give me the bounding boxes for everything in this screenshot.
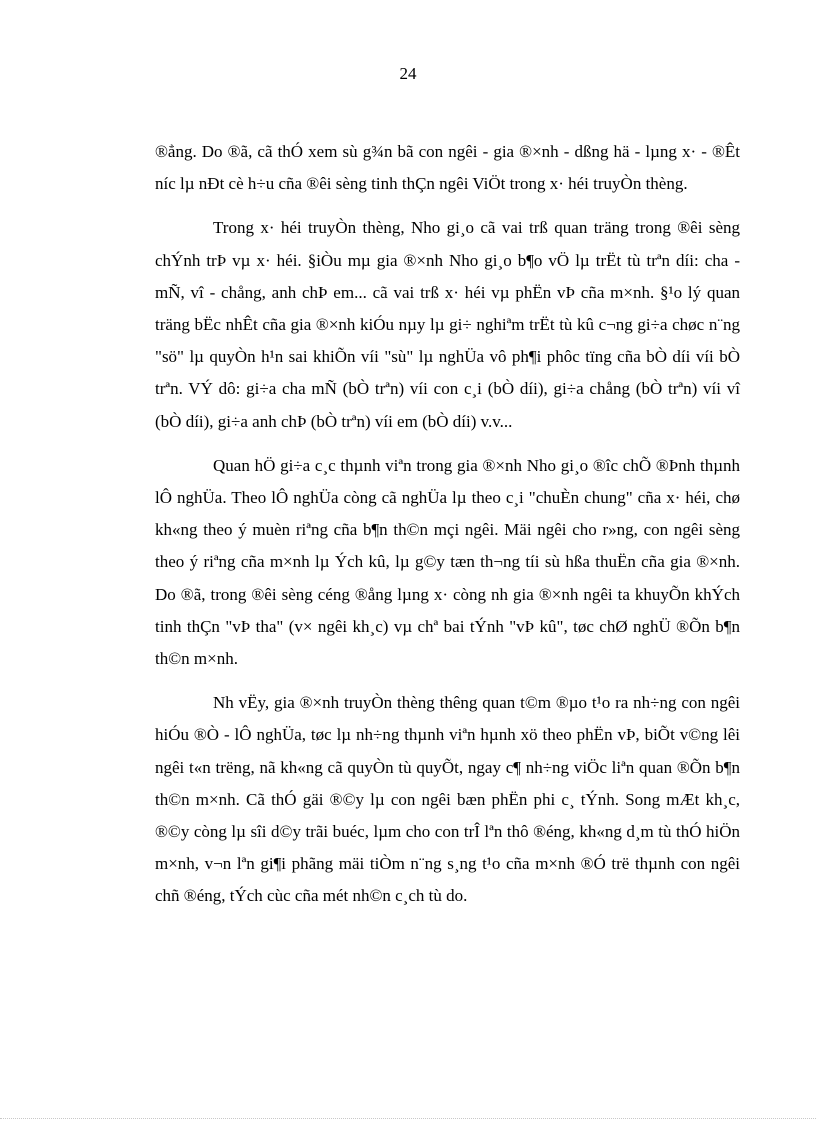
page-bottom-divider — [0, 1118, 816, 1119]
paragraph-1: ®ẳng. Do ®ã, cã thÓ xem sù g¾n bã con ngêi - gia ®×nh - dßng hä - lµng x· - ®Êt níc lµ nÐt cè h÷u cña ®êi sèng tinh thÇn ngêi ViÖt trong x· héi truyÒn thèng. — [155, 142, 740, 194]
paragraph-2: Trong x· héi truyÒn thèng, Nho gi¸o cã vai trß quan träng trong ®êi sèng chÝnh trÞ vµ x· héi. §iÒu mµ gia ®×nh Nho gi¸o b¶o vÖ lµ trËt tù trªn díi: cha - mÑ, vî - chång, anh chÞ em... cã vai trß x· héi vµ phËn vÞ cña m×nh. §¹o lý quan träng bËc nhÊt cña gia ®×nh kiÓu nµy lµ gi÷ nghiªm trËt tù kû c¬ng gi÷a chøc n¨ng "sö" lµ quyÒn h¹n sai khiÕn víi "sù" lµ nghÜa vô ph¶i phôc tïng cña bÒ díi víi bÒ trªn. VÝ dô: gi÷a cha mÑ (bÒ trªn) víi con c¸i (bÒ díi), gi÷a chång (bÒ trªn) víi vî (bÒ díi), gi÷a anh chÞ (bÒ trªn) víi em (bÒ díi) v.v... — [155, 218, 740, 431]
page-number: 24 — [399, 64, 417, 83]
paragraph-3: Quan hÖ gi÷a c¸c thµnh viªn trong gia ®×nh Nho gi¸o ®îc chÕ ®Þnh thµnh lÔ nghÜa. Theo lÔ nghÜa còng cã nghÜa lµ theo c¸i "chuÈn chung" cña x· héi, chø kh«ng theo ý muèn riªng cña b¶n th©n mçi ngêi. Mäi ngêi cho r»ng, con ngêi sèng theo ý riªng cña m×nh lµ Ých kû, lµ g©y tæn th¬ng tíi sù hßa thuËn cña gia ®×nh. Do ®ã, trong ®êi sèng céng ®ång lµng x· còng nh gia ®×nh ngêi ta khuyÕn khÝch tinh thÇn "vÞ tha" (v× ngêi kh¸c) vµ chª bai tÝnh "vÞ kû", tøc chØ nghÜ ®Õn b¶n th©n m×nh. — [155, 455, 740, 669]
paragraph-4: Nh vËy, gia ®×nh truyÒn thèng thêng quan t©m ®µo t¹o ra nh÷ng con ngêi hiÓu ®Ò - lÔ nghÜa, tøc lµ nh÷ng thµnh viªn hµnh xö theo phËn vÞ, biÕt v©ng lêi ngêi t«n trëng, nã kh«ng cã quyÒn tù quyÕt, ngay c¶ nh÷ng viÖc liªn quan ®Õn b¶n th©n m×nh. Cã thÓ gäi ®©y lµ con ngêi bæn phËn phi c¸ tÝnh. Song mÆt kh¸c, ®©y còng lµ sîi d©y trãi buéc, lµm cho con trÎ lªn thô ®éng, kh«ng d¸m tù thÓ hiÖn m×nh, v¬n lªn gi¶i phãng mäi tiÒm n¨ng s¸ng t¹o cña m×nh ®Ó trë thµnh con ngêi chñ ®éng, tÝch cùc cña mét nh©n c¸ch tù do. — [155, 693, 740, 906]
document-body — [155, 136, 740, 925]
